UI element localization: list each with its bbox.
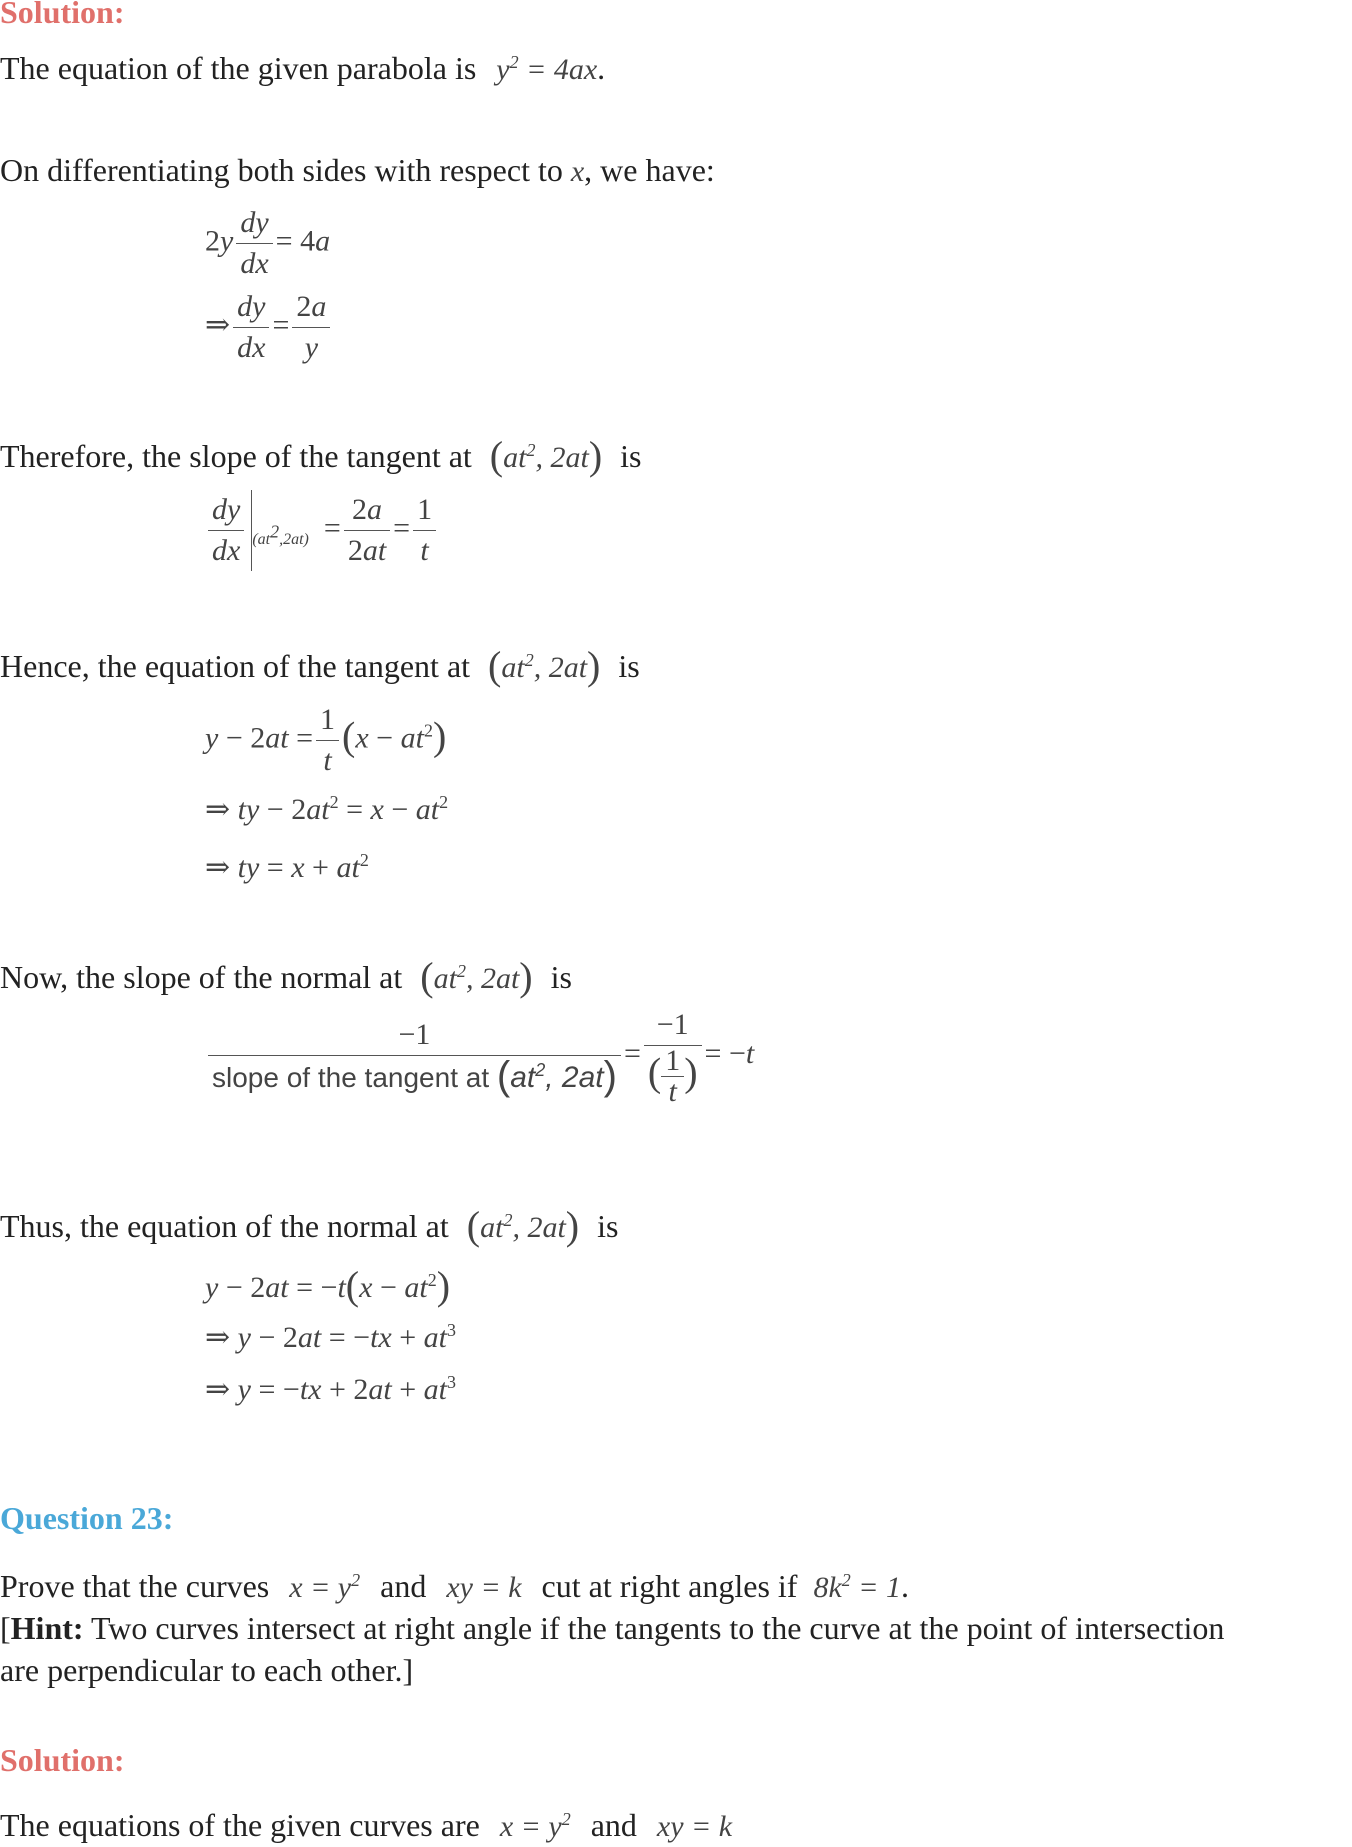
normal-eq-2: ⇒ $y - 2at = -tx + at^3$ xyxy=(205,1320,456,1354)
tangent-slope-eq: $\frac{dy}{dx}$ $_{(at^2,2at)}$ = $\frac{2a}{2at}$ = $\frac{1}{t}$ xyxy=(205,490,439,571)
normal-slope-eq: $\frac{-1}{slope of the tangent at (at^2, 2at)}$ = −1 ( $\frac{1}{t}$ ) = −t xyxy=(205,1005,754,1107)
tangent-eq-3: ⇒ ty = $x + at^2$ xyxy=(205,850,369,884)
parabola-statement: The equation of the given parabola is $y^2 = 4ax$. xyxy=(0,50,606,86)
hint-line-2: are perpendicular to each other.] xyxy=(0,1652,414,1688)
normal-eq-3: ⇒ $y = -tx + 2at + at^3$ xyxy=(205,1372,456,1406)
tangent-equation-statement: Hence, the equation of the tangent at ($at^2$, 2at) is xyxy=(0,643,640,688)
normal-slope-statement: Now, the slope of the normal at ($at^2$, 2at) is xyxy=(0,954,572,999)
differentiating-statement: On differentiating both sides with respect to x, we have: xyxy=(0,152,715,188)
parabola-equation: $y^2 = 4ax$ xyxy=(496,52,598,86)
question-heading: Question 23: xyxy=(0,1500,174,1536)
solution-2-heading: Solution: xyxy=(0,1742,125,1778)
normal-eq-1: $y - 2at = -t(x - at^2)$ xyxy=(205,1263,451,1308)
curves-statement: The equations of the given curves are $x = y^2$ and xy = k xyxy=(0,1807,733,1843)
question-statement: Prove that the curves $x = y^2$ and xy = k cut at right angles if $8k^2 = 1$. xyxy=(0,1568,910,1604)
derivative-eq-1: 2y $\frac{dy}{dx}$ = 4a xyxy=(205,203,330,284)
solution-heading: Solution: xyxy=(0,0,125,30)
normal-equation-statement: Thus, the equation of the normal at ($at^2$, 2at) is xyxy=(0,1203,619,1248)
derivative-eq-2: ⇒ $\frac{dy}{dx}$ = $\frac{2a}{y}$ xyxy=(205,287,333,368)
tangent-slope-statement: Therefore, the slope of the tangent at ($at^2$, 2at) is xyxy=(0,433,642,478)
hint-line-1: [Hint: Two curves intersect at right angle if the tangents to the curve at the point of intersection xyxy=(0,1610,1225,1646)
tangent-eq-1: y − 2at = $\frac{1}{t}$ $(x - at^2)$ xyxy=(205,700,446,781)
tangent-eq-2: ⇒ ty − $2at^2 = x - at^2$ xyxy=(205,792,449,826)
